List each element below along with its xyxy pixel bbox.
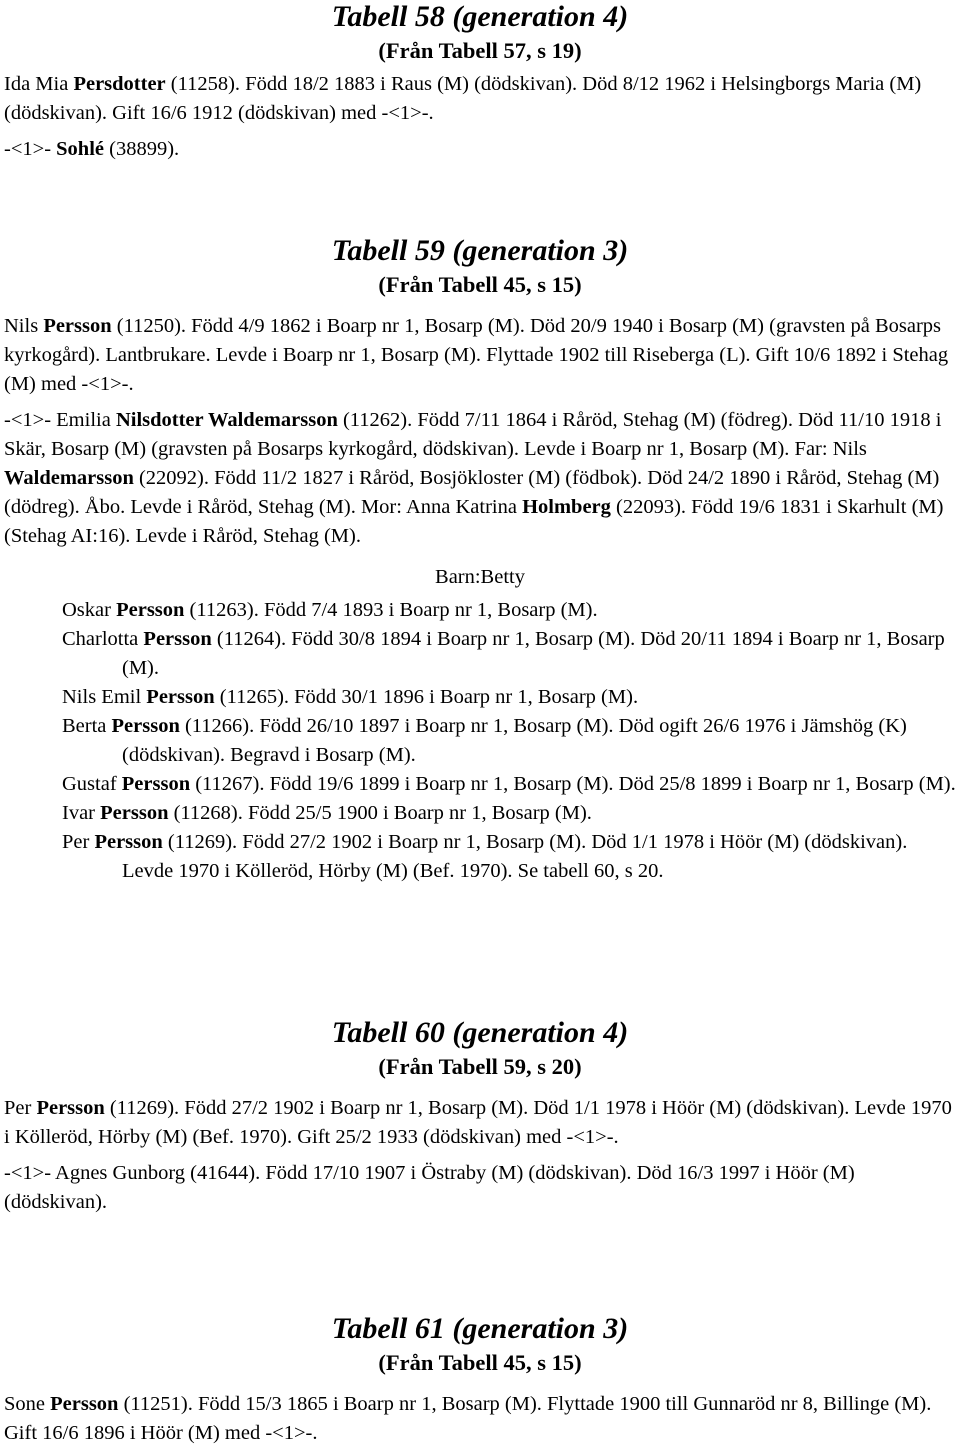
text: (11250). Född 4/9 1862 i Boarp nr 1, Bosarp (M). Död 20/9 1940 i Bosarp (M) (gravsten på Bosarps kyrkogård). Lantbrukare. Levde i Boarp nr 1, Bosarp (M). Flyttade 1902 till Riseberga (L). Gift 10/6 1892 i Stehag (M) med -<1>-. — [4, 315, 949, 395]
tabell-59-person — [0, 312, 960, 399]
text: (38899). — [104, 138, 180, 160]
text: (11268). Född 25/5 1900 i Boarp nr 1, Bosarp (M). — [168, 802, 592, 824]
text: (11269). Född 27/2 1902 i Boarp nr 1, Bosarp (M). Död 1/1 1978 i Höör (M) (dödskivan). Levde 1970 i Kölleröd, Hörby (M) (Bef. 1970). Se tabell 60, s 20. — [122, 831, 908, 882]
tabell-58-from: (Från Tabell 57, s 19) — [378, 38, 582, 63]
tabell-60 — [0, 1016, 960, 1217]
text: -<1>- Emilia — [4, 409, 116, 431]
tabell-58 — [0, 0, 960, 164]
surname: Persson — [146, 686, 215, 708]
list-item — [0, 712, 960, 770]
tabell-58-person — [0, 70, 960, 128]
surname: Persson — [100, 802, 169, 824]
tabell-59-from: (Från Tabell 45, s 15) — [378, 272, 582, 297]
tabell-59-spouse — [0, 406, 960, 551]
surname: Persson — [94, 831, 163, 853]
surname: Persson — [143, 628, 212, 650]
text: (22092). Född 11/2 1827 i Råröd, Bosjökloster (M) (födbok). Död 24/2 1890 i Råröd, Stehag (M) (dödreg). Åbo. Levde i Råröd, Stehag (M). Mor: Anna Katrina — [4, 467, 940, 518]
text: (11251). Född 15/3 1865 i Boarp nr 1, Bosarp (M). Flyttade 1900 till Gunnaröd nr 8, Billinge (M). Gift 16/6 1896 i Höör (M) med -<1>-. — [4, 1393, 932, 1444]
tabell-58-heading — [0, 0, 960, 68]
text: Nils — [4, 315, 44, 337]
surname: Persson — [50, 1393, 119, 1415]
text: (11264). Född 30/8 1894 i Boarp nr 1, Bosarp (M). Död 20/11 1894 i Boarp nr 1, Bosarp (M). — [122, 628, 945, 679]
surname: Waldemarsson — [4, 467, 134, 489]
text: (11266). Född 26/10 1897 i Boarp nr 1, Bosarp (M). Död ogift 26/6 1976 i Jämshög (K) (dödskivan). Begravd i Bosarp (M). — [122, 715, 907, 766]
tabell-61-title: Tabell 61 (generation 3) — [331, 1312, 629, 1345]
text: (22093). Född 19/6 1831 i Skarhult (M) (Stehag AI:16). Levde i Råröd, Stehag (M). — [4, 496, 944, 547]
tabell-58-title: Tabell 58 (generation 4) — [331, 0, 629, 33]
surname: Persson — [43, 315, 112, 337]
children-list — [0, 596, 960, 886]
text: Nils Emil — [62, 686, 147, 708]
text: Gustaf — [62, 773, 122, 795]
text: Charlotta — [62, 628, 144, 650]
text: (11265). Född 30/1 1896 i Boarp nr 1, Bosarp (M). — [214, 686, 639, 708]
tabell-61-from: (Från Tabell 45, s 15) — [378, 1350, 582, 1375]
barn-label: Barn:Betty — [435, 566, 525, 588]
text: Per — [4, 1097, 37, 1119]
tabell-61-person — [0, 1390, 960, 1448]
tabell-60-spouse — [0, 1159, 960, 1217]
tabell-60-person — [0, 1094, 960, 1152]
tabell-60-title: Tabell 60 (generation 4) — [331, 1016, 629, 1049]
tabell-59-title: Tabell 59 (generation 3) — [331, 234, 629, 267]
text: (11269). Född 27/2 1902 i Boarp nr 1, Bosarp (M). Död 1/1 1978 i Höör (M) (dödskivan). Levde 1970 i Kölleröd, Hörby (M) (Bef. 1970). Gift 25/2 1933 (dödskivan) med -<1>-. — [4, 1097, 952, 1148]
tabell-59 — [0, 234, 960, 886]
text: Oskar — [62, 599, 117, 621]
surname: Persson — [111, 715, 180, 737]
text: Sone — [4, 1393, 51, 1415]
text: -<1>- Agnes Gunborg (41644). Född 17/10 1907 i Östraby (M) (dödskivan). Död 16/3 1997 i Höör (M) (dödskivan). — [4, 1162, 855, 1213]
surname: Persson — [116, 599, 185, 621]
tabell-61-heading — [0, 1312, 960, 1380]
tabell-60-heading — [0, 1016, 960, 1084]
text: (11263). Född 7/4 1893 i Boarp nr 1, Bosarp (M). — [184, 599, 598, 621]
text: Ida Mia — [4, 73, 74, 95]
tabell-58-spouse — [0, 135, 960, 164]
tabell-61 — [0, 1312, 960, 1448]
list-item — [0, 596, 960, 625]
list-item — [0, 828, 960, 886]
surname: Persson — [121, 773, 191, 795]
text: -<1>- — [4, 138, 57, 160]
surname: Holmberg — [522, 496, 611, 518]
surname: Persdotter — [73, 73, 166, 95]
tabell-60-from: (Från Tabell 59, s 20) — [378, 1054, 582, 1079]
list-item — [0, 770, 960, 799]
surname: Persson — [36, 1097, 105, 1119]
surname: Nilsdotter Waldemarsson — [115, 409, 338, 431]
text: (11258). Född 18/2 1883 i Raus (M) (dödskivan). Död 8/12 1962 i Helsingborgs Maria (M) (dödskivan). Gift 16/6 1912 (dödskivan) med -<1>-. — [4, 73, 922, 124]
text: (11267). Född 19/6 1899 i Boarp nr 1, Bosarp (M). Död 25/8 1899 i Boarp nr 1, Bosarp (M). — [190, 773, 956, 795]
list-item — [0, 799, 960, 828]
text: (11262). Född 7/11 1864 i Råröd, Stehag (M) (födreg). Död 11/10 1918 i Skär, Bosarp (M) (gravsten på Bosarps kyrkogård, dödskivan). Levde i Boarp nr 1, Bosarp (M). Far: Nils — [4, 409, 942, 460]
surname: Sohlé — [56, 138, 105, 160]
text: Ivar — [62, 802, 101, 824]
list-item — [0, 625, 960, 683]
text: Berta — [62, 715, 112, 737]
tabell-59-heading — [0, 234, 960, 302]
list-item — [0, 683, 960, 712]
text: Per — [62, 831, 95, 853]
